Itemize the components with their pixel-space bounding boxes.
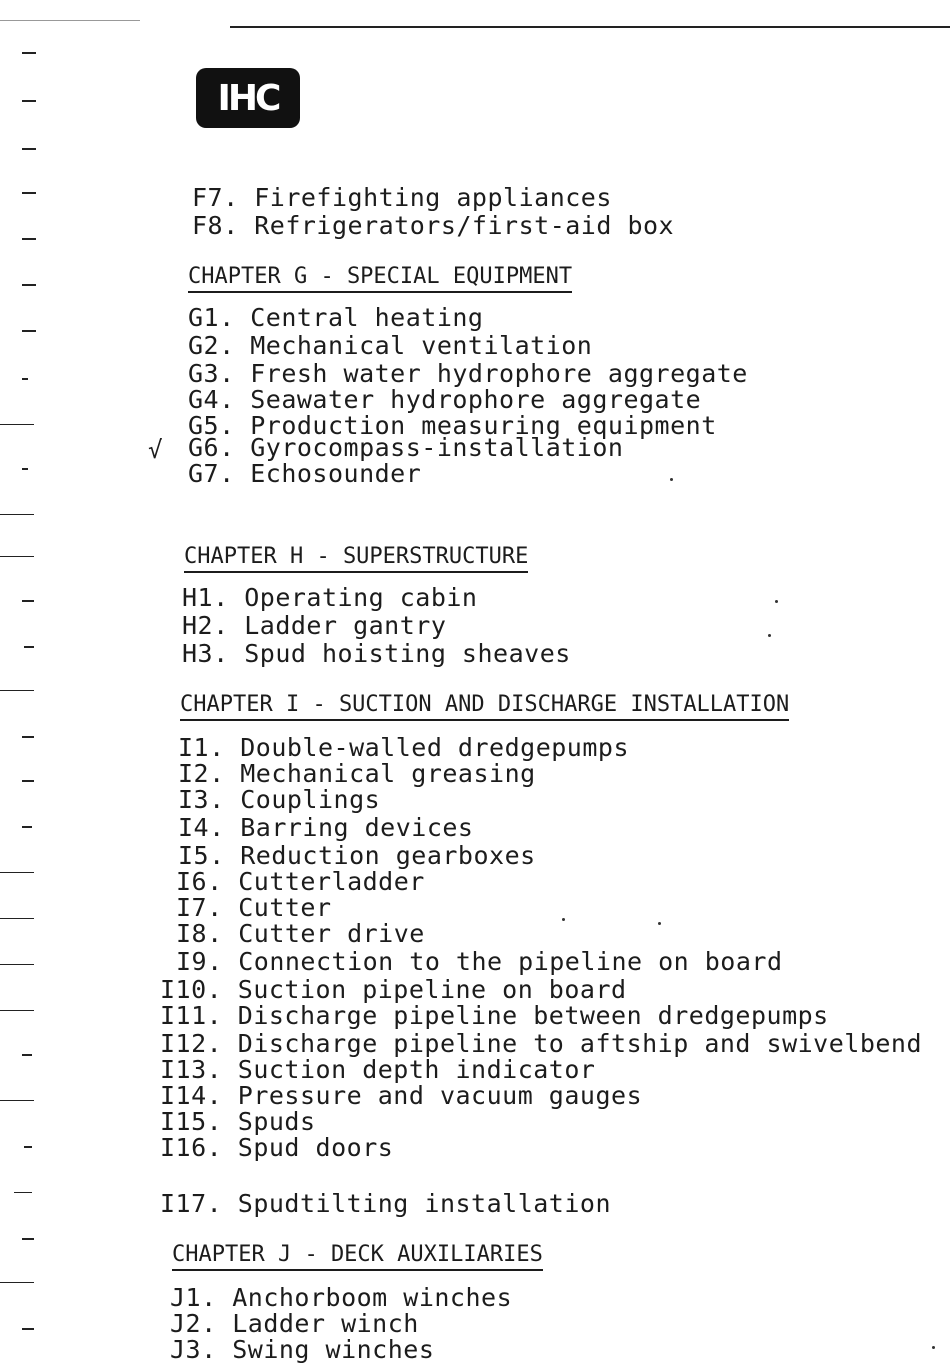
item-code: H2.	[182, 611, 229, 640]
list-item	[178, 734, 629, 762]
item-text: Spud hoisting sheaves	[244, 639, 571, 668]
margin-mark	[22, 826, 32, 828]
margin-mark	[22, 100, 36, 102]
item-text: Mechanical greasing	[240, 759, 536, 788]
item-code: F7.	[192, 183, 239, 212]
scan-speck	[562, 918, 565, 921]
item-text: Spuds	[237, 1107, 316, 1136]
list-item	[160, 1002, 829, 1030]
item-code: G7.	[188, 459, 235, 488]
margin-mark	[22, 192, 36, 194]
margin-mark	[0, 872, 34, 873]
margin-mark	[0, 964, 34, 965]
list-item	[188, 332, 592, 360]
item-code: I1.	[178, 733, 225, 762]
item-text: Swing winches	[232, 1335, 435, 1364]
chapter-g-heading: CHAPTER G - SPECIAL EQUIPMENT	[188, 264, 572, 293]
scan-speck	[658, 922, 661, 925]
item-text: Fresh water hydrophore aggregate	[250, 359, 748, 388]
list-item	[176, 868, 425, 896]
margin-mark	[0, 690, 34, 691]
item-text: Echosounder	[250, 459, 422, 488]
item-code: G4.	[188, 385, 235, 414]
chapter-i-heading: CHAPTER I - SUCTION AND DISCHARGE INSTALLATION	[180, 692, 789, 721]
scan-speck	[932, 1346, 935, 1349]
list-item	[160, 1190, 611, 1218]
item-code: I13.	[160, 1055, 223, 1084]
item-text: Firefighting appliances	[254, 183, 612, 212]
item-text: Cutter	[238, 893, 332, 922]
item-text: Spudtilting installation	[237, 1189, 612, 1218]
item-text: Double-walled dredgepumps	[240, 733, 630, 762]
item-code: G1.	[188, 303, 235, 332]
list-item	[192, 212, 674, 240]
margin-mark	[14, 1192, 32, 1193]
margin-mark	[22, 238, 36, 240]
item-text: Cutter drive	[238, 919, 425, 948]
item-text: Couplings	[240, 785, 381, 814]
list-item	[188, 460, 421, 488]
item-code: I7.	[176, 893, 223, 922]
list-item	[170, 1336, 434, 1364]
item-text: Reduction gearboxes	[240, 841, 536, 870]
list-item	[182, 612, 446, 640]
top-rule-left	[0, 20, 140, 21]
item-text: Mechanical ventilation	[250, 331, 593, 360]
check-mark: √	[148, 436, 163, 464]
item-code: I9.	[176, 947, 223, 976]
list-item	[188, 434, 623, 462]
margin-mark	[24, 646, 34, 648]
list-item	[178, 814, 474, 842]
margin-mark	[24, 1146, 32, 1148]
list-item	[178, 842, 536, 870]
item-text: Discharge pipeline between dredgepumps	[237, 1001, 829, 1030]
item-code: I15.	[160, 1107, 223, 1136]
list-item	[160, 1082, 642, 1110]
item-code: I4.	[178, 813, 225, 842]
item-text: Ladder winch	[232, 1309, 419, 1338]
margin-mark	[22, 1238, 34, 1240]
item-text: Connection to the pipeline on board	[238, 947, 783, 976]
margin-mark	[22, 736, 34, 738]
scan-speck	[670, 478, 673, 481]
item-code: H3.	[182, 639, 229, 668]
item-text: Spud doors	[237, 1133, 394, 1162]
item-code: I17.	[160, 1189, 223, 1218]
item-text: Suction pipeline on board	[237, 975, 627, 1004]
item-code: I16.	[160, 1133, 223, 1162]
item-text: Ladder gantry	[244, 611, 447, 640]
item-code: J1.	[170, 1283, 217, 1312]
item-text: Anchorboom winches	[232, 1283, 513, 1312]
item-code: I10.	[160, 975, 223, 1004]
margin-mark	[22, 600, 34, 602]
item-code: I12.	[160, 1029, 223, 1058]
list-item	[160, 1134, 393, 1162]
margin-mark	[22, 780, 34, 782]
list-item	[182, 640, 571, 668]
item-text: Production measuring equipment	[250, 411, 717, 440]
margin-mark	[22, 378, 28, 380]
item-code: G3.	[188, 359, 235, 388]
list-item	[176, 948, 783, 976]
list-item	[178, 760, 536, 788]
chapter-h-heading: CHAPTER H - SUPERSTRUCTURE	[184, 544, 528, 573]
margin-mark	[22, 1328, 34, 1330]
margin-mark	[0, 514, 34, 515]
list-item	[176, 920, 425, 948]
list-item	[160, 976, 627, 1004]
list-item	[160, 1108, 316, 1136]
item-text: Pressure and vacuum gauges	[237, 1081, 643, 1110]
item-code: I6.	[176, 867, 223, 896]
ihc-logo: IHC	[196, 68, 300, 128]
margin-mark	[22, 148, 36, 150]
margin-mark	[22, 1054, 32, 1056]
item-text: Barring devices	[240, 813, 474, 842]
scan-speck	[768, 634, 771, 637]
list-item	[188, 360, 748, 388]
margin-mark	[22, 468, 28, 470]
margin-mark	[0, 1100, 34, 1101]
list-item	[170, 1284, 512, 1312]
item-text: Discharge pipeline to aftship and swivelbend	[237, 1029, 923, 1058]
item-code: G6.	[188, 433, 235, 462]
item-text: Refrigerators/first-aid box	[254, 211, 675, 240]
item-code: I8.	[176, 919, 223, 948]
item-text: Cutterladder	[238, 867, 425, 896]
list-item	[188, 304, 484, 332]
item-code: G5.	[188, 411, 235, 440]
item-code: I14.	[160, 1081, 223, 1110]
list-item	[192, 184, 612, 212]
list-item	[188, 386, 701, 414]
margin-mark	[0, 918, 34, 919]
item-code: I3.	[178, 785, 225, 814]
margin-mark	[22, 52, 36, 54]
item-text: Central heating	[250, 303, 484, 332]
margin-mark	[22, 330, 36, 332]
item-code: I5.	[178, 841, 225, 870]
item-code: H1.	[182, 583, 229, 612]
list-item	[170, 1310, 419, 1338]
list-item	[160, 1056, 595, 1084]
margin-mark	[0, 1282, 34, 1283]
list-item	[182, 584, 478, 612]
scan-speck	[775, 600, 778, 603]
item-code: F8.	[192, 211, 239, 240]
margin-mark	[22, 284, 36, 286]
item-code: I2.	[178, 759, 225, 788]
margin-mark	[0, 424, 34, 425]
list-item	[176, 894, 332, 922]
top-rule	[230, 26, 950, 28]
item-code: G2.	[188, 331, 235, 360]
list-item	[160, 1030, 922, 1058]
item-text: Seawater hydrophore aggregate	[250, 385, 702, 414]
item-text: Operating cabin	[244, 583, 478, 612]
margin-mark	[0, 556, 34, 557]
margin-mark	[0, 1010, 34, 1011]
item-text: Suction depth indicator	[237, 1055, 596, 1084]
chapter-j-heading: CHAPTER J - DECK AUXILIARIES	[172, 1242, 543, 1271]
item-text: Gyrocompass-installation	[250, 433, 624, 462]
item-code: J3.	[170, 1335, 217, 1364]
item-code: J2.	[170, 1309, 217, 1338]
item-code: I11.	[160, 1001, 223, 1030]
list-item	[178, 786, 380, 814]
